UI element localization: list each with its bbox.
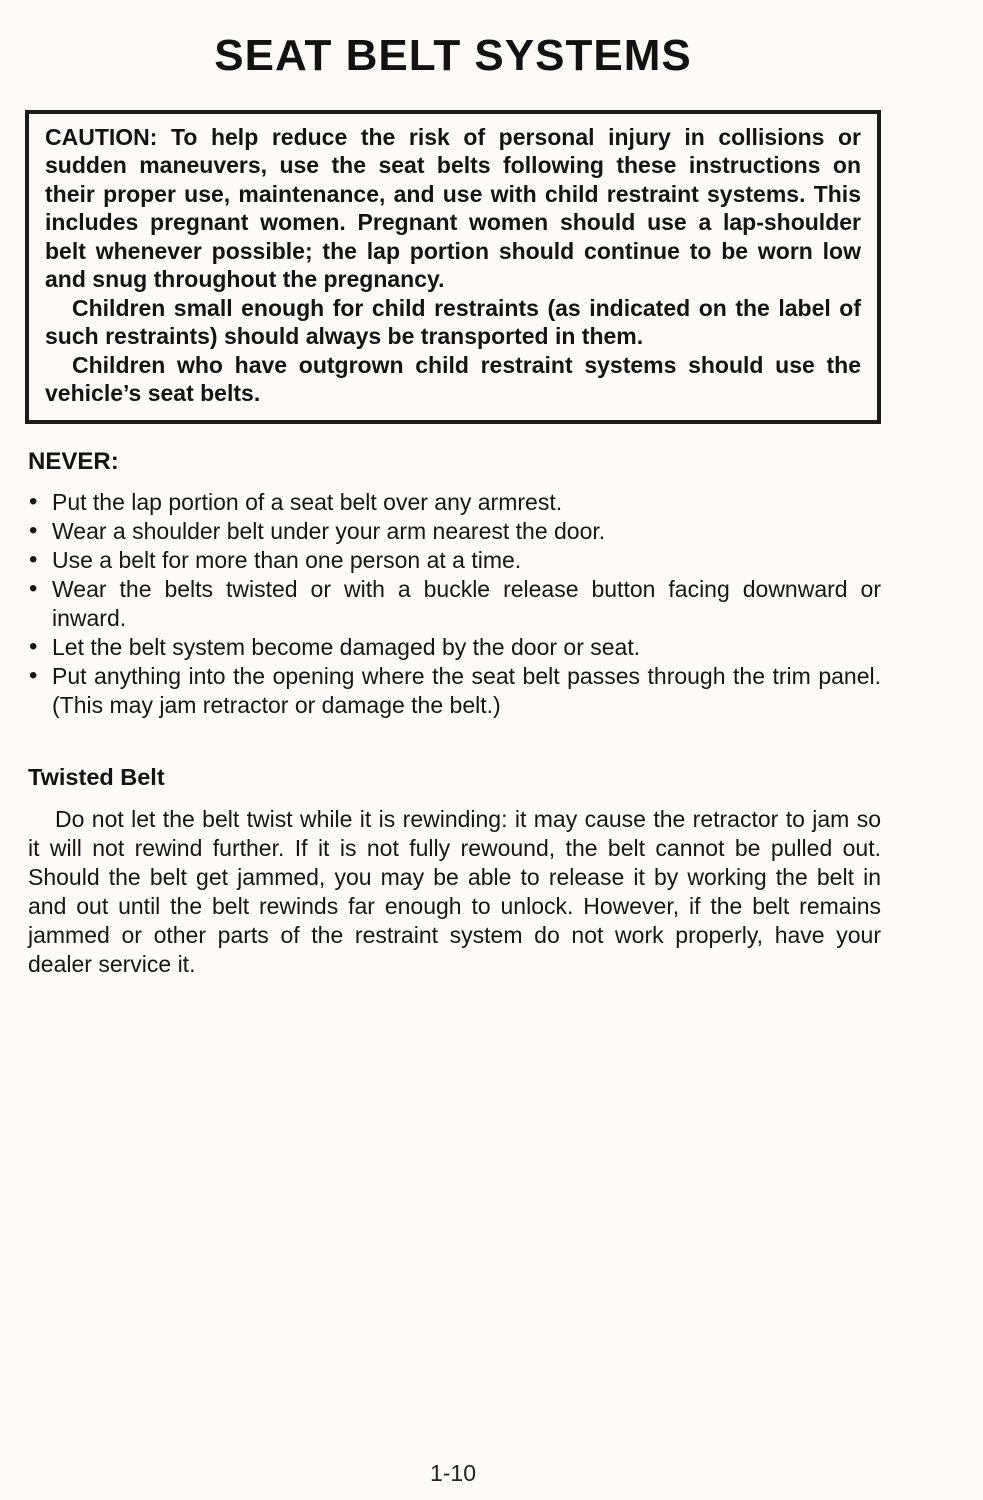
- list-item: [28, 575, 881, 633]
- manual-page: [25, 0, 881, 1486]
- never-heading: NEVER:: [28, 447, 119, 475]
- caution-paragraph: Children small enough for child restraints (as indicated on the label of such restraints) should always be transported in them.: [45, 294, 861, 350]
- list-item-text: Let the belt system become damaged by the door or seat.: [52, 633, 641, 660]
- twisted-belt-paragraph: Do not let the belt twist while it is rewinding: it may cause the retractor to jam so it will not rewind further. If it is not fully rewound, the belt cannot be pulled out. Should the belt get jammed, you may be able to release it by working the belt in and out until the belt rewinds far enough to unlock. However, if the belt remains jammed or other parts of the restraint system do not work properly, have your dealer service it.: [28, 805, 881, 977]
- caution-paragraph: CAUTION: To help reduce the risk of personal injury in collisions or sudden maneuvers, use the seat belts following these instructions on their proper use, maintenance, and use with child restraint systems. This includes pregnant women. Pregnant women should use a lap-shoulder belt whenever possible; the lap portion should continue to be worn low and snug throughout the pregnancy.: [45, 123, 861, 293]
- never-list: [28, 488, 881, 720]
- list-item-text: Put the lap portion of a seat belt over any armrest.: [52, 488, 563, 515]
- list-item-text: Use a belt for more than one person at a time.: [52, 546, 522, 573]
- bullet-icon: •: [29, 661, 38, 689]
- page-number: 1-10: [429, 1460, 477, 1486]
- list-item: [28, 546, 881, 575]
- list-item: [28, 662, 881, 720]
- bullet-icon: •: [29, 487, 38, 515]
- list-item-text: Put anything into the opening where the seat belt passes through the trim panel. (This may jam retractor or damage the belt.): [52, 662, 881, 718]
- bullet-icon: •: [29, 632, 38, 660]
- list-item: [28, 488, 881, 517]
- list-item-text: Wear the belts twisted or with a buckle release button facing downward or inward.: [52, 575, 881, 631]
- bullet-icon: •: [29, 516, 38, 544]
- list-item-text: Wear a shoulder belt under your arm nearest the door.: [52, 517, 606, 544]
- caution-box: [25, 110, 881, 424]
- page-title: SEAT BELT SYSTEMS: [214, 31, 692, 80]
- list-item: [28, 517, 881, 546]
- twisted-belt-heading: Twisted Belt: [28, 763, 165, 790]
- caution-paragraph: Children who have outgrown child restraint systems should use the vehicle’s seat belts.: [45, 351, 861, 407]
- bullet-icon: •: [29, 545, 38, 573]
- bullet-icon: •: [29, 574, 38, 602]
- list-item: [28, 633, 881, 662]
